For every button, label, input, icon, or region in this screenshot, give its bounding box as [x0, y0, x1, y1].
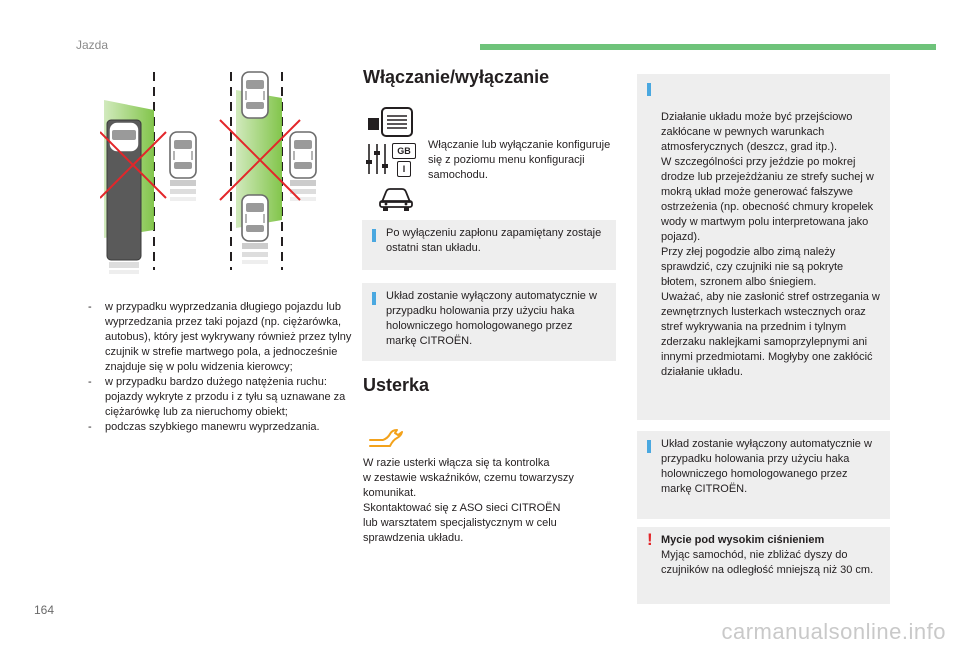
car-motion-trail — [170, 197, 196, 201]
car-motion-trail — [290, 180, 316, 186]
language-gb-icon: GB — [392, 143, 416, 159]
onoff-heading: Włączanie/wyłączanie — [363, 67, 550, 87]
note-text: Po wyłączeniu zapłonu zapamiętany zostaje ostatni stan układu. — [386, 227, 602, 254]
note-high-pressure-wash — [637, 527, 890, 604]
note-weather — [637, 74, 890, 420]
info-bar-icon — [647, 440, 651, 453]
limitations-list — [88, 300, 358, 435]
list-item: - podczas szybkiego manewru wyprzedzania. — [88, 420, 358, 435]
info-bar-icon — [372, 229, 376, 242]
note-towing-left — [362, 283, 616, 361]
info-bar-icon — [372, 292, 376, 305]
info-i-icon: I — [397, 161, 411, 177]
car-center-front — [242, 72, 268, 118]
touchscreen-icon — [366, 106, 416, 138]
info-bar-icon — [647, 83, 651, 96]
car-center-rear — [242, 195, 268, 241]
settings-menu-icon — [364, 142, 418, 176]
list-item: - w przypadku bardzo dużego natężenia ruchu: pojazdy wykryte z przodu i z tyłu są uznawane za ciężarówkę lub za nieruchomy obiekt; — [88, 375, 358, 420]
note-ignition-memory — [362, 220, 616, 270]
note-text: Układ zostanie wyłączony automatycznie w przypadku holowania przy użyciu haka holowniczego homologowanego przez markę CITROËN. — [386, 290, 597, 347]
page-number: 164 — [34, 603, 55, 617]
note-text: Myjąc samochód, nie zbliżać dyszy do czujników na odległość mniejszą niż 30 cm. — [661, 549, 874, 576]
wrench-warning-icon — [368, 428, 404, 450]
exclamation-warning-icon: ! — [647, 530, 653, 549]
note-towing-right — [637, 431, 890, 519]
note-text: Działanie układu może być przejściowo zakłócane w pewnych warunkach atmosferycznych (deszcz, grad itp.). W szczególności przy jeździe po mokrej drodze lub przejeżdżaniu ze strefy suchej w mokrą układ może generować fałszywe ostrzeżenia (np. obecność chmury kropelek wody w martwym polu interpretowana jako pojazd). Przy złej pogodzie albo zimą należy sprawdzić, czy czujniki nie są pokryte błotem, szronem albo śniegiem. Uważać, aby nie zasłonić stref ostrzegania w zewnętrznych lusterkach wstecznych oraz stref wykrywania na przednim i tylnym zderzaku naklejkami samoprzylepnymi ani innymi przedmiotami. Mogłyby one zakłócić działanie układu. — [661, 111, 880, 378]
sliders-icon — [364, 142, 390, 176]
section-accent-bar — [480, 44, 936, 50]
note-title: Mycie pod wysokim ciśnieniem — [661, 534, 825, 546]
list-item: - w przypadku wyprzedzania długiego pojazdu lub wyprzedzania przez taki pojazd (np. ciężarówka, autobus), który jest wykrywany również przez tylny czujnik w strefie martwego pola, a jednocześnie znajduje się w polu widzenia kierowcy; — [88, 300, 358, 375]
fault-heading: Usterka — [363, 375, 430, 395]
car-right-lane — [290, 132, 316, 178]
car-motion-trail — [170, 180, 196, 186]
car-icon — [378, 186, 414, 212]
car-motion-trail — [242, 260, 268, 264]
car-motion-trail — [242, 243, 268, 249]
onoff-menu-text: Włączanie lub wyłączanie konfiguruje się z poziomu menu konfiguracji samochodu. — [428, 139, 611, 181]
car-motion-trail — [170, 189, 196, 194]
car-motion-trail — [242, 252, 268, 257]
blind-spot-illustration — [100, 70, 344, 292]
car-left-lane — [170, 132, 196, 178]
fault-text: W razie usterki włącza się ta kontrolka w zestawie wskaźników, czemu towarzyszy komunikat. Skontaktować się z ASO sieci CITROËN lub warsztatem specjalistycznym w celu sprawdzenia układu. — [363, 457, 574, 544]
note-text: Układ zostanie wyłączony automatycznie w przypadku holowania przy użyciu haka holowniczego homologowanego przez markę CITROËN. — [661, 438, 872, 495]
watermark: carmanualsonline.info — [721, 619, 946, 644]
section-title: Jazda — [76, 38, 109, 52]
car-motion-trail — [290, 197, 316, 201]
